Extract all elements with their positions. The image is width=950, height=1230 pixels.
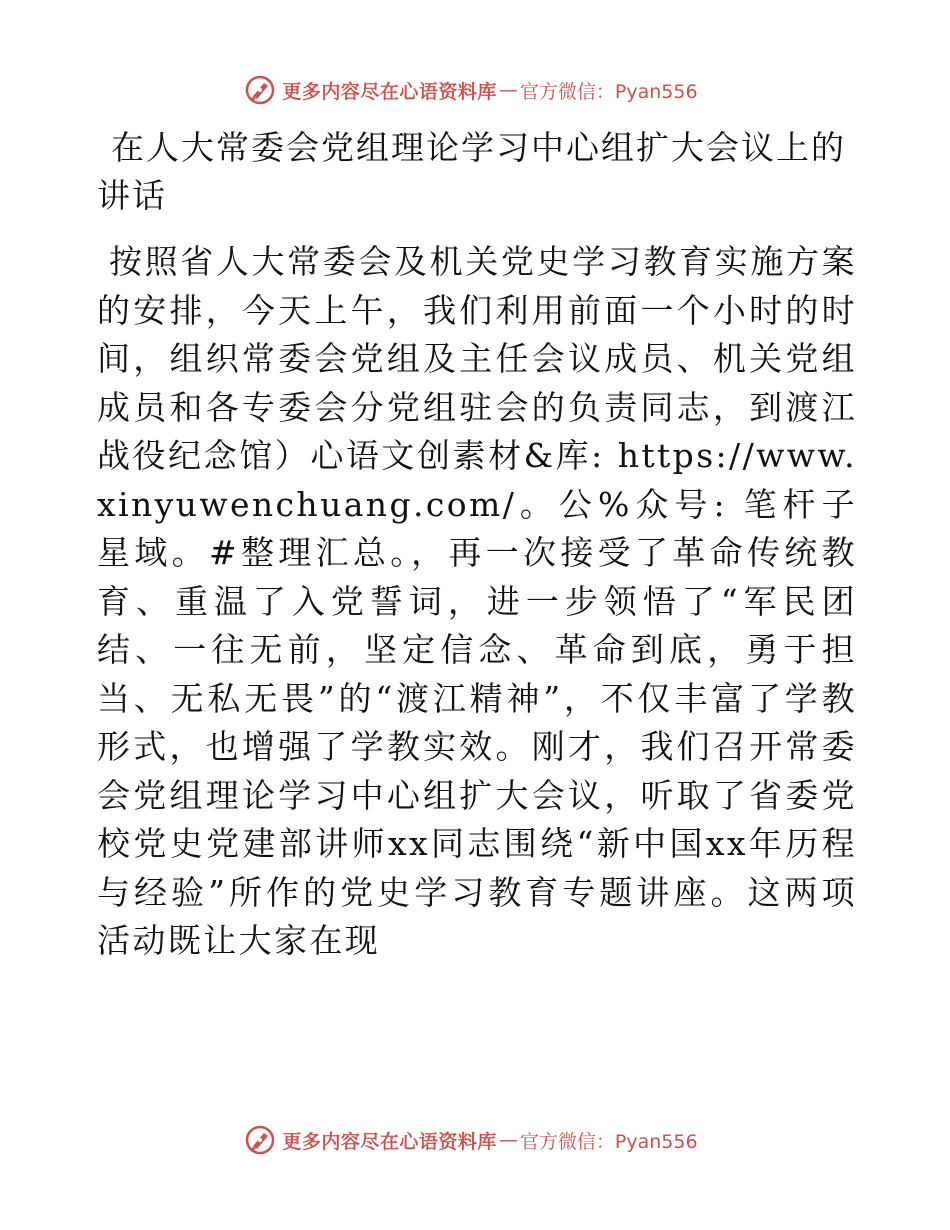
pen-logo-icon (244, 74, 276, 106)
document-body (97, 124, 857, 966)
banner-dash: — (498, 79, 518, 101)
banner-wechat: 官方微信：Pyan556 (519, 80, 698, 103)
pen-logo-icon (244, 1124, 276, 1156)
document-paragraph: 按照省人大常委会及机关党史学习教育实施方案的安排，今天上午，我们利用前面一个小时的时间，组织常委会党组及主任会议成员、机关党组成员和各专委会分党组驻会的负责同志，到渡江战役纪念馆）心语文创素材&库: https://www.xinyuwenchuang.com/。公%众号: 笔杆子星域。#整理汇总。，再一次接受了革命传统教育、重温了入党誓词，进一步领悟了“军民团结、一往无前，坚定信念、革命到底，勇于担当、无私无畏”的“渡江精神”，不仅丰富了学教形式，也增强了学教实效。刚才，我们召开常委会党组理论学习中心组扩大会议，听取了省委党校党史党建部讲师xx同志围绕“新中国xx年历程与经验”所作的党史学习教育专题讲座。这两项活动既让大家在现 (97, 242, 857, 960)
banner-dash: — (498, 1129, 518, 1151)
banner-wechat: 官方微信：Pyan556 (519, 1130, 698, 1153)
header-banner (0, 72, 950, 108)
banner-text: 更多内容尽在心语资料库 (282, 1130, 497, 1153)
document-title: 在人大常委会党组理论学习中心组扩大会议上的讲话 (97, 128, 846, 215)
footer-banner (0, 1122, 950, 1158)
banner-text: 更多内容尽在心语资料库 (282, 80, 497, 103)
